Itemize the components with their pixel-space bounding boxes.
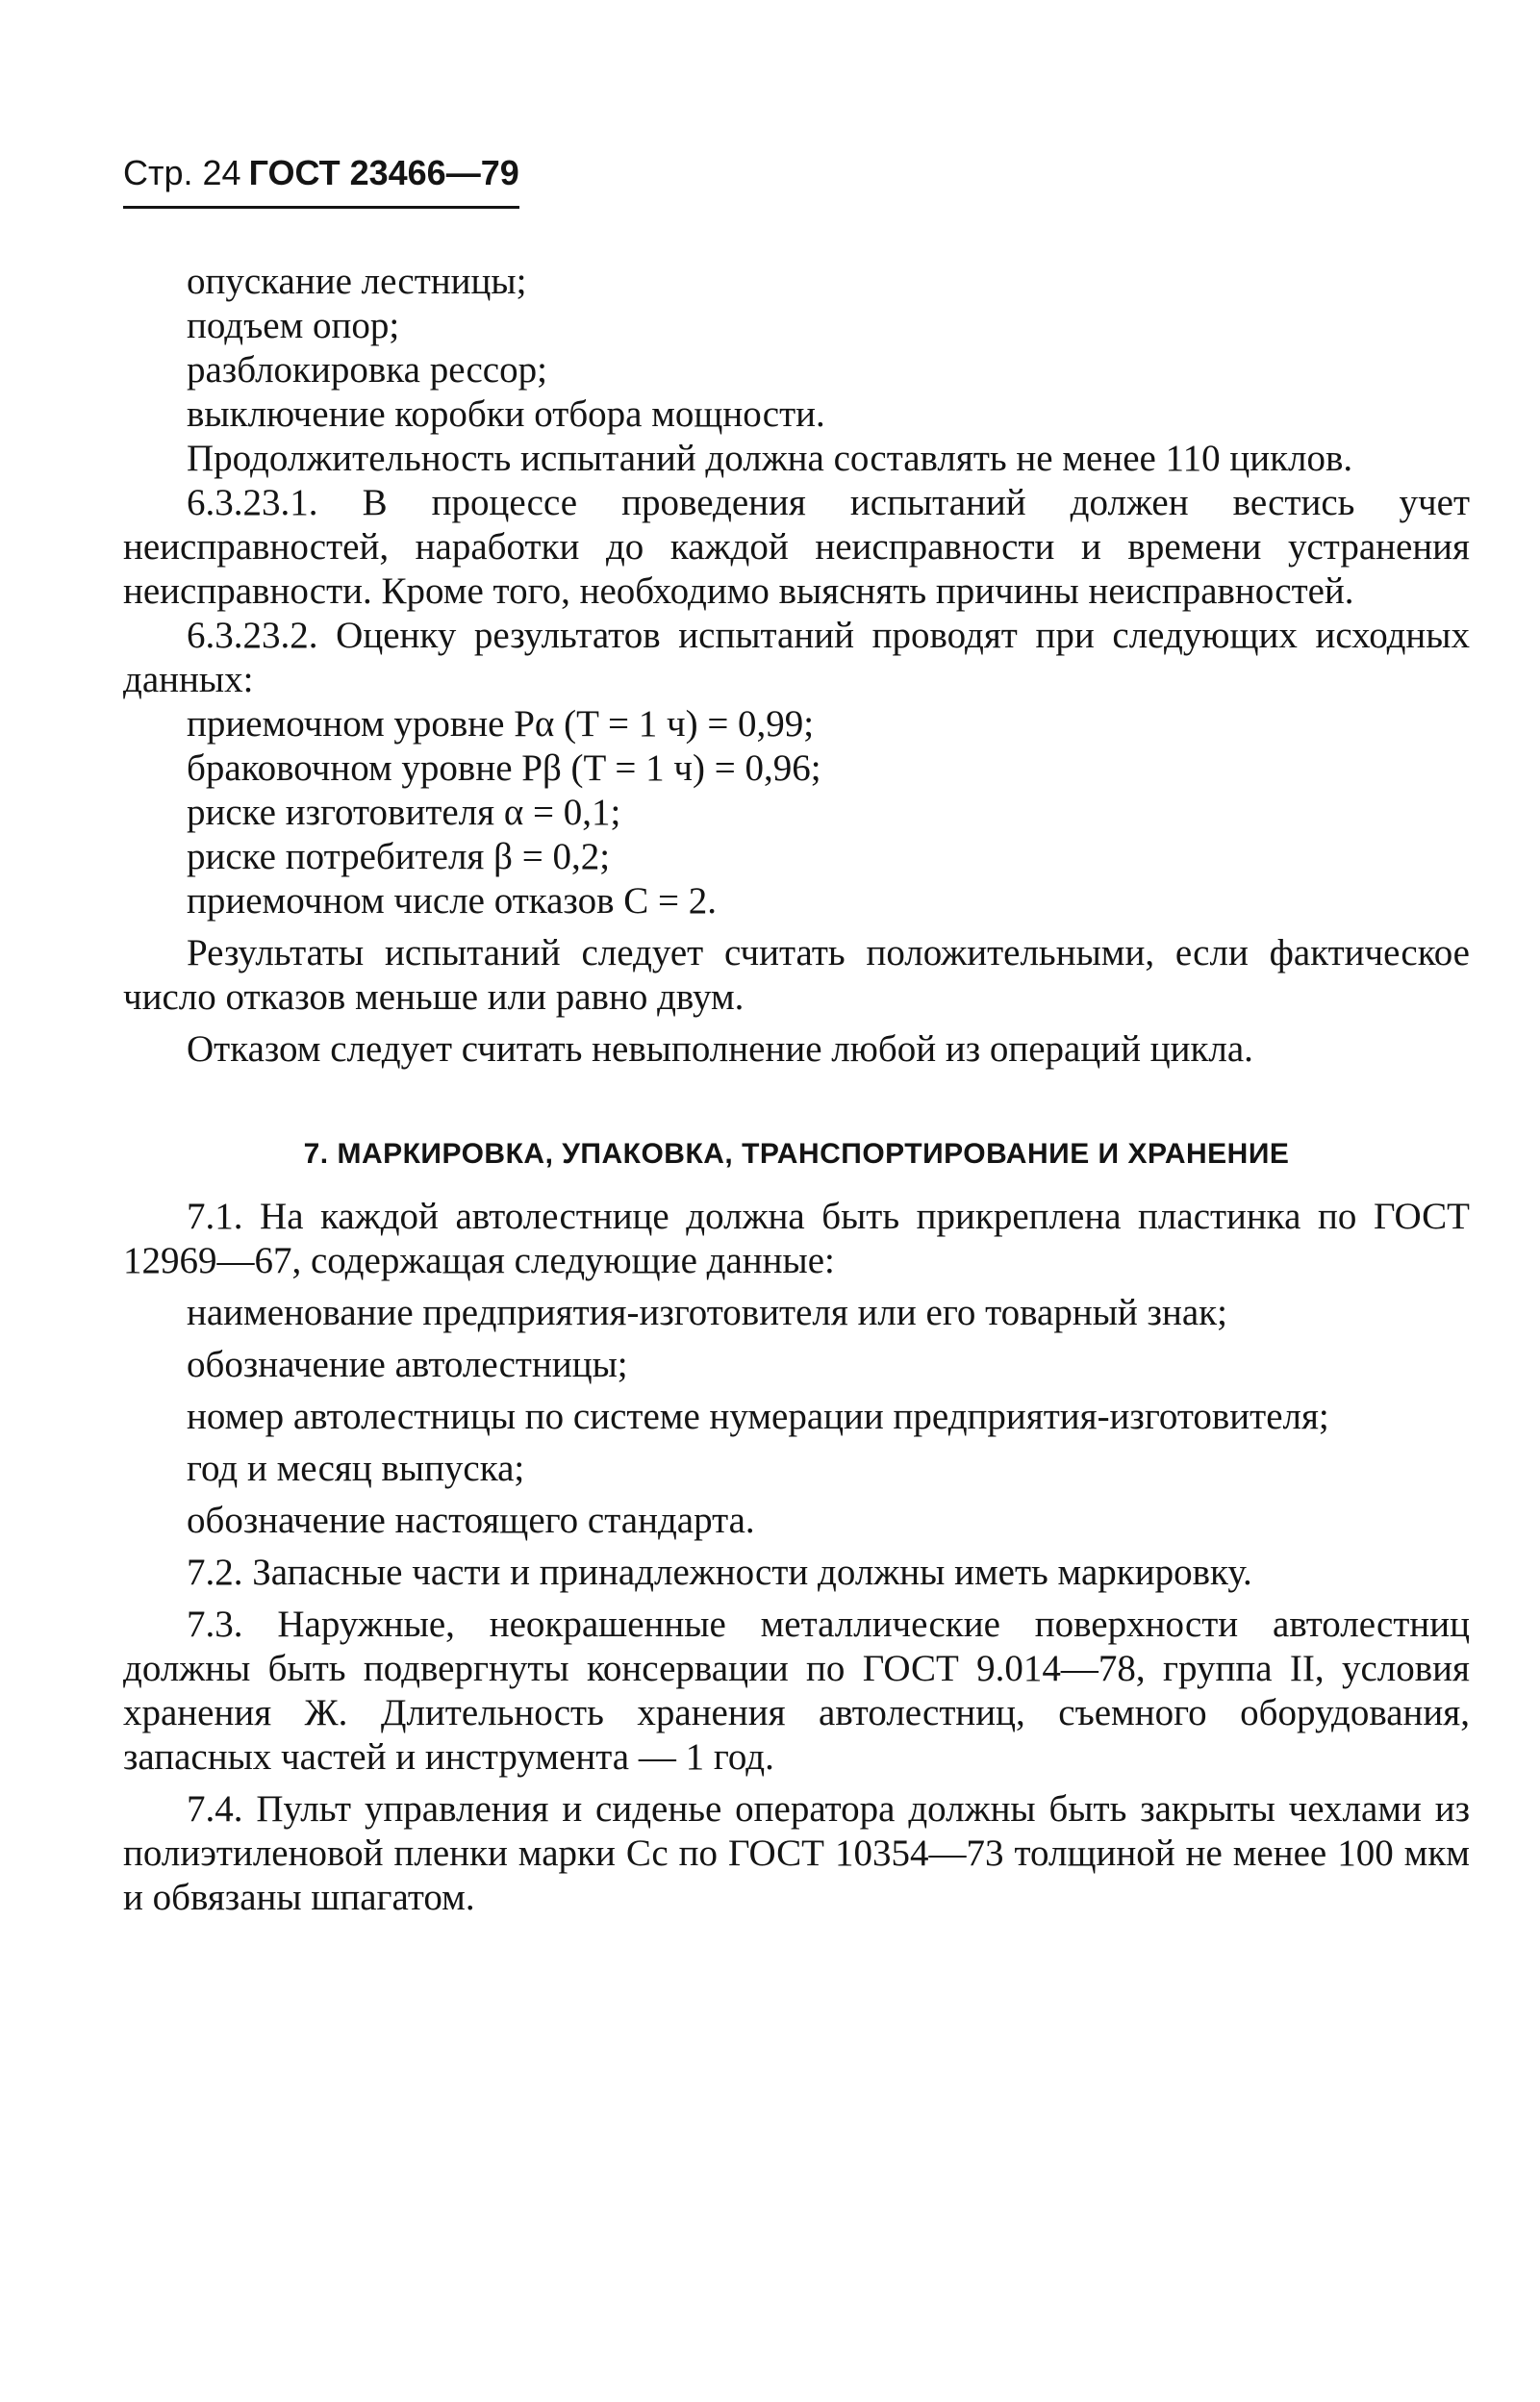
paragraph-7-1: 7.1. На каждой автолестнице должна быть прикреплена пластинка по ГОСТ 12969—67, содержащая следующие данные:	[123, 1196, 1470, 1281]
plate-data-item: номер автолестницы по системе нумерации предприятия-изготовителя;	[187, 1396, 1329, 1437]
condition-item: риске изготовителя α = 0,1;	[187, 792, 621, 833]
standard-designation: ГОСТ 23466—79	[248, 153, 519, 192]
page-header	[123, 154, 519, 209]
paragraph-6-3-23-1: 6.3.23.1. В процессе проведения испытаний должен вестись учет неисправностей, наработки до каждой неисправности и времени устранения неисправности. Кроме того, необходимо выяснять причины неисправностей.	[123, 482, 1470, 612]
document-body	[123, 260, 1470, 1920]
page-number: Стр. 24	[123, 153, 241, 192]
operation-item: выключение коробки отбора мощности.	[187, 393, 825, 435]
plate-data-item: обозначение настоящего стандарта.	[187, 1500, 755, 1541]
operation-item: опускание лестницы;	[187, 261, 527, 302]
operation-item: разблокировка рессор;	[187, 349, 547, 391]
plate-data-item: год и месяц выпуска;	[187, 1448, 525, 1489]
condition-item: риске потребителя β = 0,2;	[187, 836, 611, 877]
initial-conditions-list	[123, 702, 1470, 923]
paragraph-7-2: 7.2. Запасные части и принадлежности должны иметь маркировку.	[187, 1552, 1252, 1593]
plate-data-item: наименование предприятия-изготовителя или его товарный знак;	[187, 1292, 1227, 1333]
condition-item: приемочном числе отказов C = 2.	[187, 880, 718, 922]
paragraph-6-3-23-2: 6.3.23.2. Оценку результатов испытаний проводят при следующих исходных данных:	[123, 615, 1470, 700]
plate-data-item: обозначение автолестницы;	[187, 1344, 628, 1385]
paragraph-7-3: 7.3. Наружные, неокрашенные металлические поверхности автолестниц должны быть подвергнуты консервации по ГОСТ 9.014—78, группа II, условия хранения Ж. Длительность хранения автолестниц, съемного оборудования, запасных частей и инструмента — 1 год.	[123, 1604, 1470, 1778]
paragraph-7-4: 7.4. Пульт управления и сиденье оператора должны быть закрыты чехлами из полиэтиленовой пленки марки Сс по ГОСТ 10354—73 толщиной не менее 100 мкм и обвязаны шпагатом.	[123, 1788, 1470, 1918]
condition-item: приемочном уровне Pα (T = 1 ч) = 0,99;	[187, 703, 815, 745]
operations-list	[123, 260, 1470, 437]
section-7-heading: 7. МАРКИРОВКА, УПАКОВКА, ТРАНСПОРТИРОВАНИЕ И ХРАНЕНИЕ	[303, 1138, 1290, 1170]
operation-item: подъем опор;	[187, 305, 400, 346]
results-paragraph: Результаты испытаний следует считать положительными, если фактическое число отказов меньше или равно двум.	[123, 932, 1470, 1018]
condition-item: браковочном уровне Pβ (T = 1 ч) = 0,96;	[187, 747, 821, 789]
failure-definition-paragraph: Отказом следует считать невыполнение любой из операций цикла.	[187, 1028, 1253, 1070]
test-duration-paragraph: Продолжительность испытаний должна составлять не менее 110 циклов.	[187, 438, 1353, 479]
